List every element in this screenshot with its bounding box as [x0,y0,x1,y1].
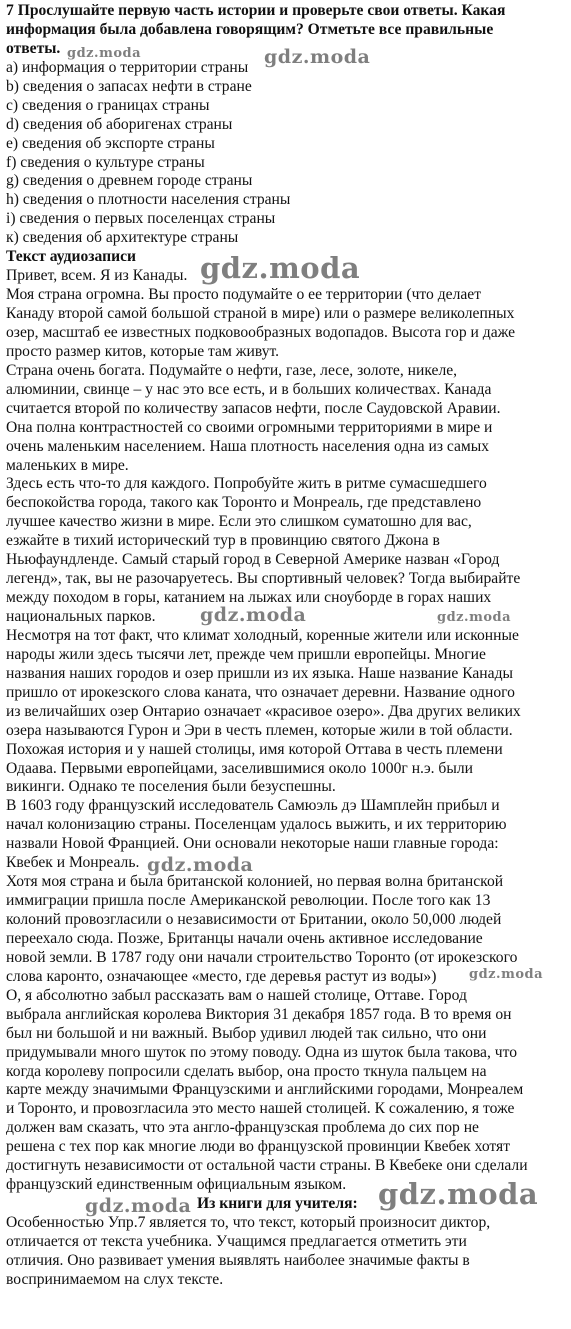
task-prompt-line: ответы. [6,39,61,57]
transcript-line: Моя страна огромна. Вы просто подумайте о ее территории (что делает [6,286,482,304]
transcript-line: карте между значимыми Французскими и английскими городами, Монреалем [6,1081,524,1099]
transcript-line: Привет, всем. Я из Канады. [6,267,188,285]
transcript-line: Несмотря на тот факт, что климат холодный, коренные жители или исконные [6,626,519,644]
watermark-logo: gdz.moda [85,1195,192,1217]
teacher-line: отличия. Оно развивает умения выявлять наиболее значимые факты в [6,1251,470,1269]
transcript-line: выбрала английская королева Виктория 31 декабря 1857 года. В то время он [6,1005,512,1023]
transcript-line: придумывали много шуток по этому поводу. Одна из шуток была такова, что [6,1043,517,1061]
transcript-line: беспокойства города, такого как Торонто и Монреаль, где представлено [6,494,482,512]
transcript-line: был ни большой и ни важный. Выбор удивил людей так сильно, что они [6,1024,487,1042]
answer-option: a) информация о территории страны [6,58,249,76]
watermark-logo: gdz.moda [437,610,512,625]
transcript-line: слова каронто, означающее «место, где деревья растут из воды») [6,967,437,985]
answer-option: h) сведения о плотности населения страны [6,191,291,209]
watermark-logo: gdz.moda [378,1177,539,1211]
answer-option: b) сведения о запасах нефти в стране [6,77,252,95]
transcript-line: между походом в горы, катанием на лыжах или сноуборде в горах наших [6,589,492,607]
answer-option: d) сведения об аборигенах страны [6,115,233,133]
transcript-line: алюминии, свинце – у нас это все есть, и в больших количествах. Канада [6,380,492,398]
watermark-logo: gdz.moda [264,46,371,68]
transcript-line: переехало сюда. Позже, Британцы начали очень активное исследование [6,929,483,947]
transcript-line: Хотя моя страна и была британской колонией, но первая волна британской [6,873,504,891]
transcript-line: Похожая история и у нашей столицы, имя которой Оттава в честь племени [6,740,503,758]
task-prompt-line: 7 Прослушайте первую часть истории и проверьте свои ответы. Какая [6,2,506,19]
watermark-logo: gdz.moda [67,46,142,61]
watermark-logo: gdz.moda [469,967,544,982]
answer-option: g) сведения о древнем городе страны [6,172,253,190]
watermark-logo: gdz.moda [200,604,307,626]
transcript-line: названия наших городов и озер пришли из их языка. Наше название Канады [6,664,513,682]
transcript-line: В 1603 году французский исследователь Самюэль дэ Шамплейн прибыл и [6,797,500,815]
transcript-line: Ньюфаундленде. Самый старый город в Северной Америке назван «Город [6,551,500,569]
answer-option: к) сведения об архитектуре страны [6,229,239,247]
transcript-line: пришло от ирокезского слова каната, что означает деревни. Название одного [6,683,515,701]
teacher-line: Особенностью Упр.7 является то, что текст, который произносит диктор, [6,1214,491,1231]
transcript-line: назвали Новой Францией. Они основали некоторые наши главные города: [6,835,499,853]
transcript-line: лучшее качество жизни в мире. Если это слишком суматошно для вас, [6,513,472,531]
teacher-line: отличается от текста учебника. Учащимся предлагается отметить эти [6,1232,467,1250]
teacher-heading: Из книги для учителя: [197,1195,358,1213]
transcript-line: Страна очень богата. Подумайте о нефти, газе, лесе, золоте, никеле, [6,361,458,379]
transcript-line: езжайте в тихий исторический тур в провинцию святого Джона в [6,532,440,550]
transcript-line: и Торонто, и провозгласила это место нашей столицей. К сожалению, я тоже [6,1100,515,1118]
transcript-line: когда королеву попросили сделать выбор, она просто ткнула пальцем на [6,1062,487,1080]
teacher-line: воспринимаемом на слух тексте. [6,1270,224,1288]
transcript-line: викинги. Однако те поселения были безуспешны. [6,778,336,796]
answer-option: c) сведения о границах страны [6,96,210,114]
transcript-line: Канаду второй самой большой страной в мире) или о размере великолепных [6,305,515,322]
transcript-line: озер, масштаб ее известных подковообразных водопадов. Высота гор и даже [6,323,516,341]
watermark-logo: gdz.moda [147,854,254,876]
document-page [6,2,566,1290]
transcript-line: должен вам сказать, что эта англо-французская проблема до сих пор не [6,1119,479,1137]
answer-option: i) сведения о первых поселенцах страны [6,210,276,228]
transcript-line: очень маленьким населением. Наша плотность населения одна из самых [6,437,490,455]
transcript-line: французский единственным официальным языком. [6,1176,347,1194]
transcript-line: из величайших озер Онтарио означает «красивое озеро». Два других великих [6,702,521,720]
answer-option: f) сведения о культуре страны [6,153,205,171]
transcript-line: иммиграции пришла после Американской революции. После того как 13 [6,892,491,910]
transcript-line: Здесь есть что-то для каждого. Попробуйте жить в ритме сумасшедшего [6,475,487,493]
watermark-logo: gdz.moda [200,251,361,285]
transcript-line: колоний провозгласили о независимости от Британии, около 50,000 людей [6,911,502,928]
transcript-line: считается второй по количеству запасов нефти, после Саудовской Аравии. [6,399,501,417]
transcript-line: маленьких в мире. [6,456,129,474]
transcript-line: Одаава. Первыми европейцами, заселившимися около 1000г н.э. были [6,759,473,777]
transcript-line: национальных парков. [6,608,156,625]
transcript-line: достигнуть независимости от остальной части страны. В Квебеке они сделали [6,1157,528,1175]
transcript-line: Она полна контрастностей со своими огромными территориями в мире и [6,418,493,436]
transcript-line: начал колонизацию страны. Поселенцам удалось выжить, и их территорию [6,816,507,834]
transcript-line: озера называются Гурон и Эри в честь племен, которые жили в той области. [6,721,513,739]
transcript-line: Квебек и Монреаль. [6,854,140,872]
transcript-line: легенд», так, вы не разочаруетесь. Вы спортивный человек? Тогда выбирайте [6,570,521,588]
transcript-heading: Текст аудиозаписи [6,248,137,266]
transcript-line: решена с тех пор как многие люди во французской провинции Квебек хотят [6,1138,511,1156]
transcript-line: просто размер китов, которые там живут. [6,342,280,360]
transcript-line: О, я абсолютно забыл рассказать вам о нашей столице, Оттаве. Город [6,986,467,1004]
transcript-line: новой земли. В 1787 году они начали строительство Торонто (от ирокезского [6,948,518,966]
task-prompt-line: информация была добавлена говорящим? Отметьте все правильные [6,20,494,38]
transcript-line: народы жили здесь тысячи лет, прежде чем пришли европейцы. Многие [6,645,486,663]
answer-option: e) сведения об экспорте страны [6,134,215,152]
